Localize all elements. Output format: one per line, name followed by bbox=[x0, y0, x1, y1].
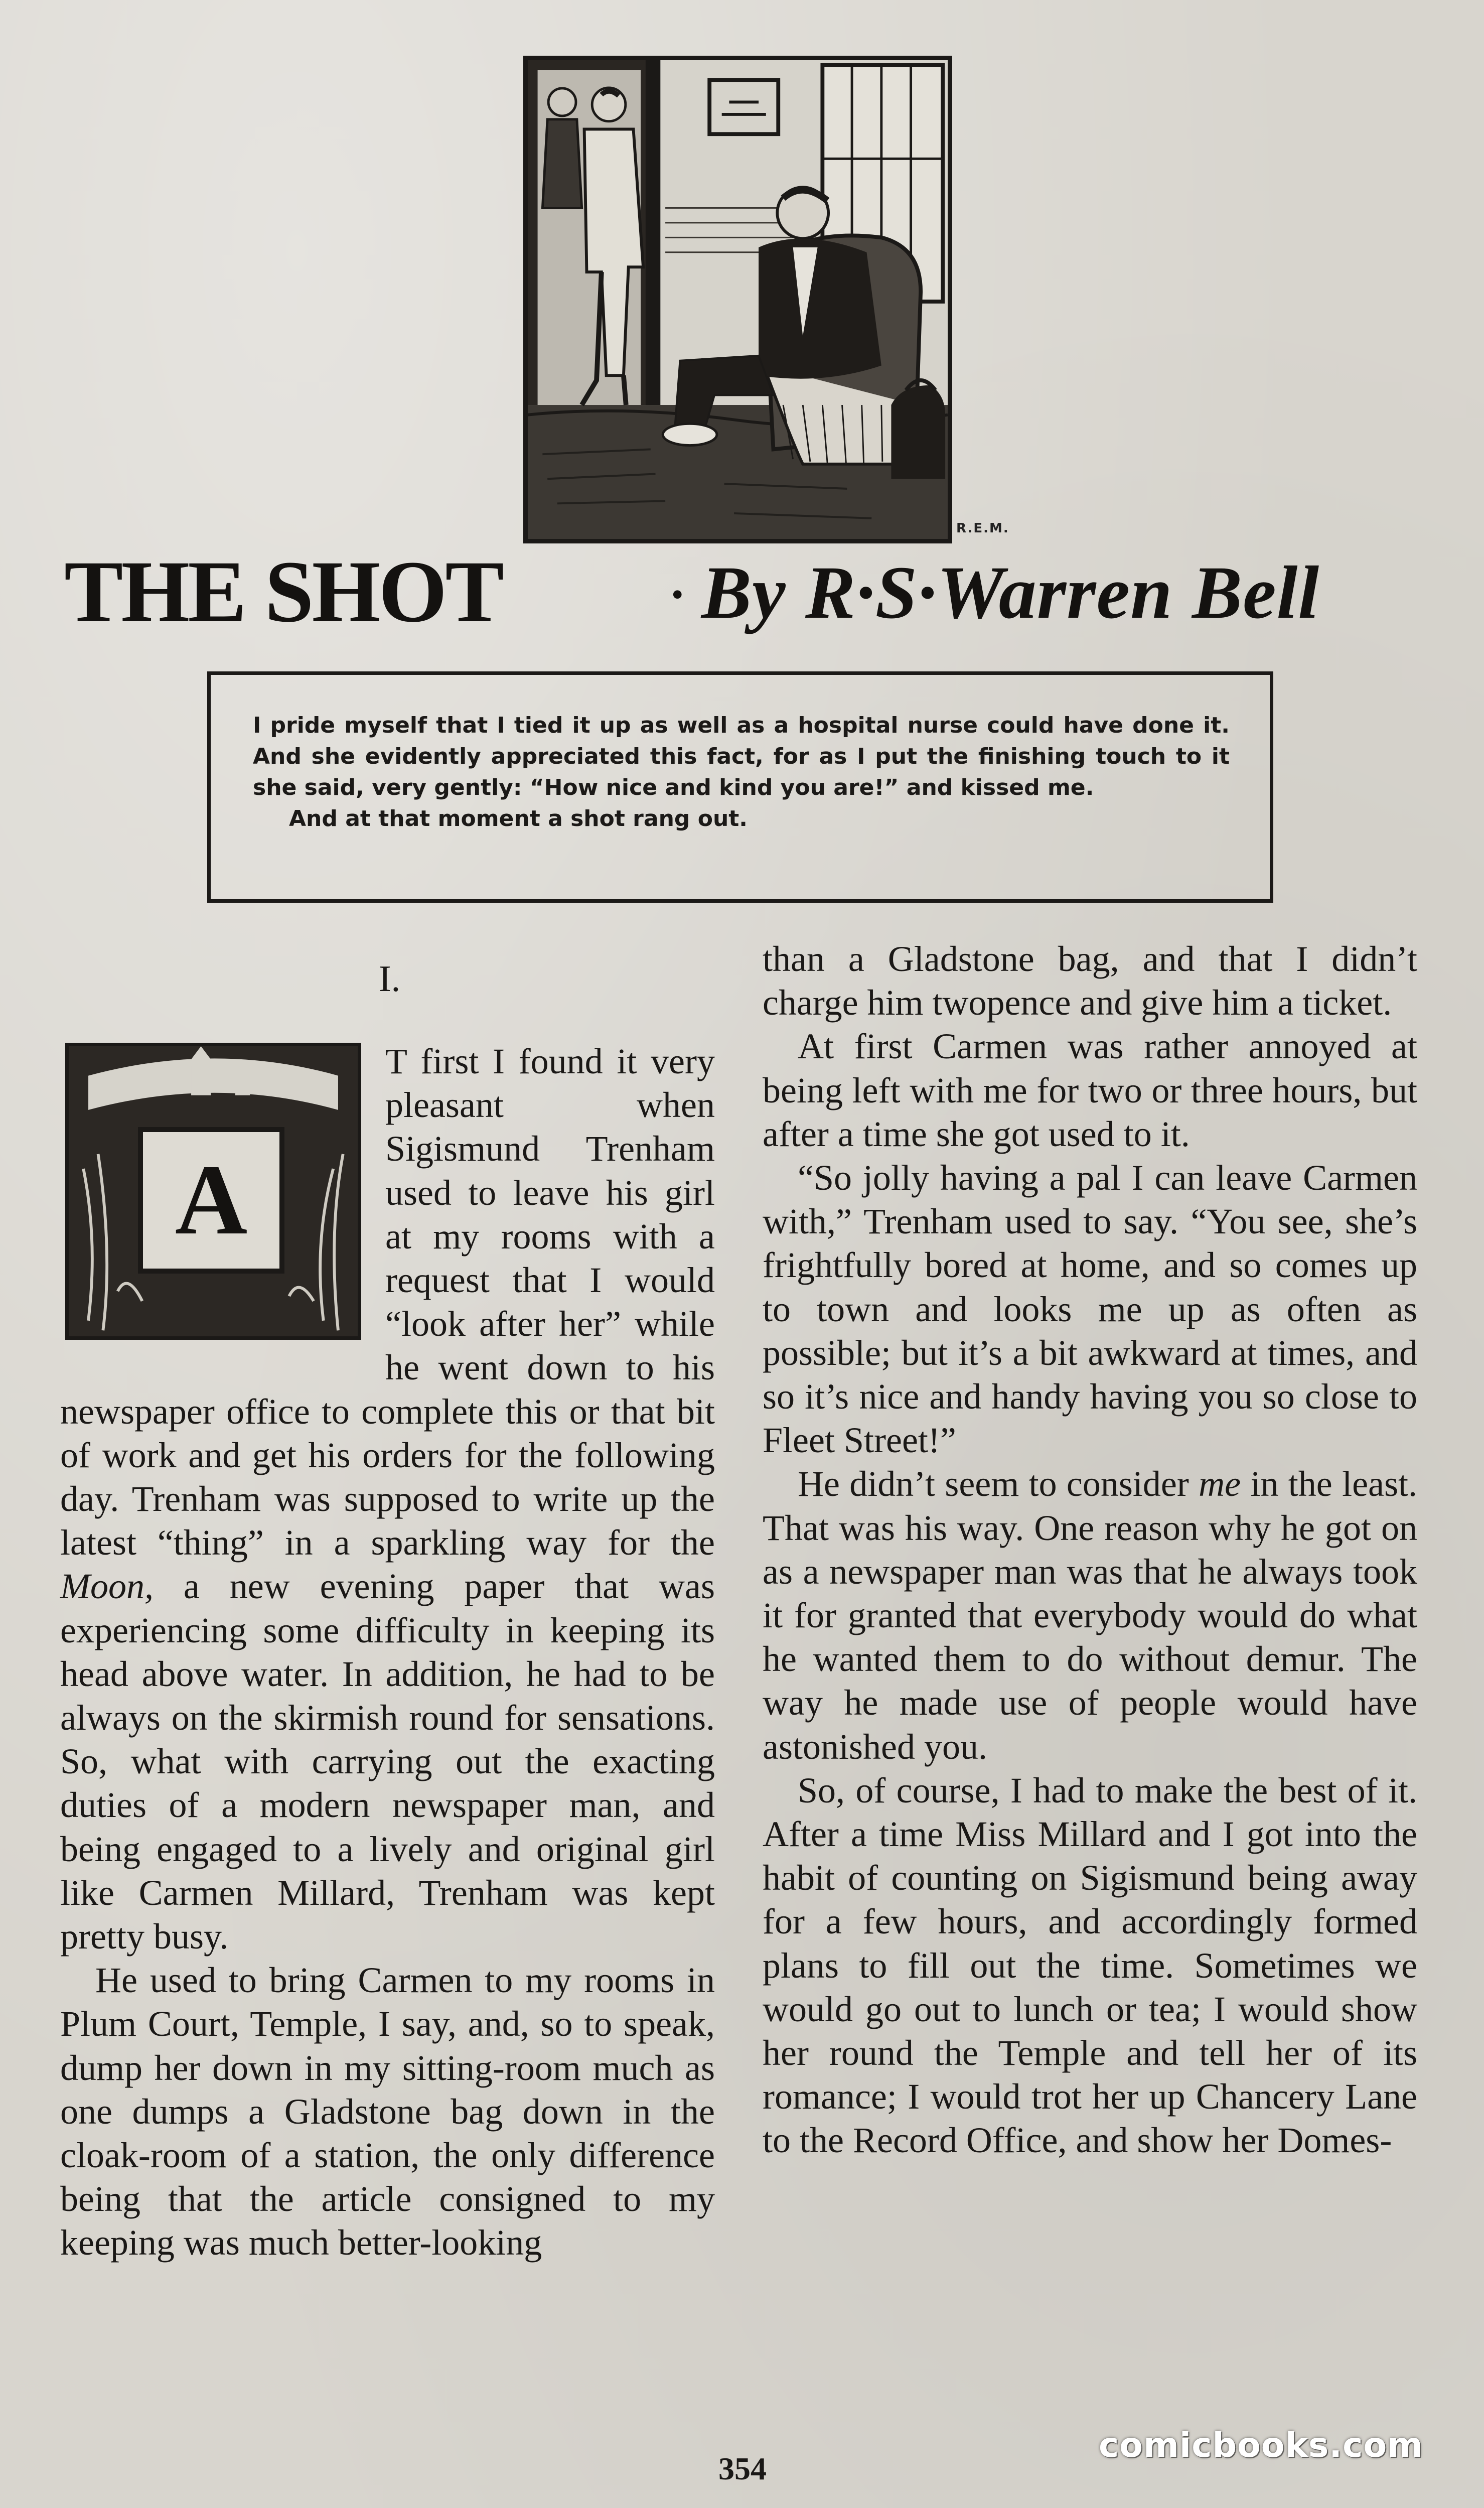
body-italic-run: me bbox=[1199, 1464, 1241, 1504]
body-text-run: in the least. That was his way. One reason why he got on as a newspaper man was that he always took it for granted that everybody would do what he wanted them to do without demur. The way he made use of people would have astonished you. bbox=[763, 1464, 1418, 1767]
watermark: comicbooks.com bbox=[1099, 2426, 1424, 2465]
body-paragraph: than a Gladstone bag, and that I didn’t charge him twopence and give him a ticket. bbox=[763, 939, 1417, 1023]
text-column-left bbox=[60, 1040, 715, 2265]
teaser-paragraph: I pride myself that I tied it up as well as a hospital nurse could have done it. And she evidently appreciated this fact, for as I put the finishing touch to it she said, very gently: “How nice and kind you are!” and kissed me. bbox=[253, 713, 1230, 800]
body-text-run: He didn’t seem to consider bbox=[798, 1464, 1189, 1504]
body-paragraph: He used to bring Carmen to my rooms in Plum Court, Temple, I say, and, so to speak, dump her down in my sitting-room much as one dumps a Gladstone bag down in the cloak-room of a station, the only difference being that the article consigned to my keeping was much better-looking bbox=[60, 1960, 715, 2263]
teaser-box bbox=[207, 671, 1273, 903]
body-text-run: a new evening paper that was experiencing some difficulty in keeping its head above water. In addition, he had to be always on the skirmish round for sensations. So, what with carrying out the exacting duties of a modern newspaper man, and being engaged to a lively and original girl like Carmen Millard, Trenham was kept pretty busy. bbox=[60, 1566, 715, 1957]
story-illustration bbox=[523, 56, 952, 543]
drop-cap bbox=[65, 1043, 365, 1344]
section-number: I. bbox=[379, 958, 401, 1000]
author-byline: By R·S·Warren Bell bbox=[701, 551, 1320, 634]
text-column-right bbox=[763, 937, 1417, 2163]
title-separator: • bbox=[671, 576, 684, 614]
body-text-run: T first I found it very pleasant when Sigismund Trenham used to leave his girl at my rooms with a request that I would “look after her” while he went down to his newspaper office to complete this or that bit of work and get his orders for the following day. Trenham was supposed to write up the latest “thing” in a sparkling way for the bbox=[60, 1041, 715, 1563]
title-text: THE SHOT bbox=[64, 543, 502, 641]
page-number: 354 bbox=[718, 2451, 767, 2486]
drop-cap-letter-box bbox=[138, 1127, 284, 1274]
drop-cap-letter: A bbox=[175, 1145, 248, 1256]
story-title bbox=[64, 542, 1419, 642]
body-paragraph: “So jolly having a pal I can leave Carmen with,” Trenham used to say. “You see, she’s frightfully bored at home, and so comes up to town and looks me up as often as possible; but it’s a bit awkward at times, and so it’s nice and handy having you so close to Fleet Street!” bbox=[763, 1158, 1417, 1461]
body-italic-run: Moon, bbox=[60, 1566, 154, 1607]
body-paragraph bbox=[763, 1462, 1417, 1768]
body-paragraph: At first Carmen was rather annoyed at being left with me for two or three hours, but after a time she got used to it. bbox=[763, 1026, 1417, 1154]
illustration-drawing bbox=[528, 60, 948, 539]
artist-signature: R.E.M. bbox=[956, 521, 1009, 536]
body-paragraph: So, of course, I had to make the best of it. After a time Miss Millard and I got into the habit of counting on Sigismund being away for a few hours, and accordingly formed plans to fill out the time. Sometimes we would go out to lunch or tea; I would show her round the Temple and tell her of its romance; I would trot her up Chancery Lane to the Record Office, and show her Domes- bbox=[763, 1770, 1417, 2161]
teaser-paragraph: And at that moment a shot rang out. bbox=[289, 806, 748, 831]
